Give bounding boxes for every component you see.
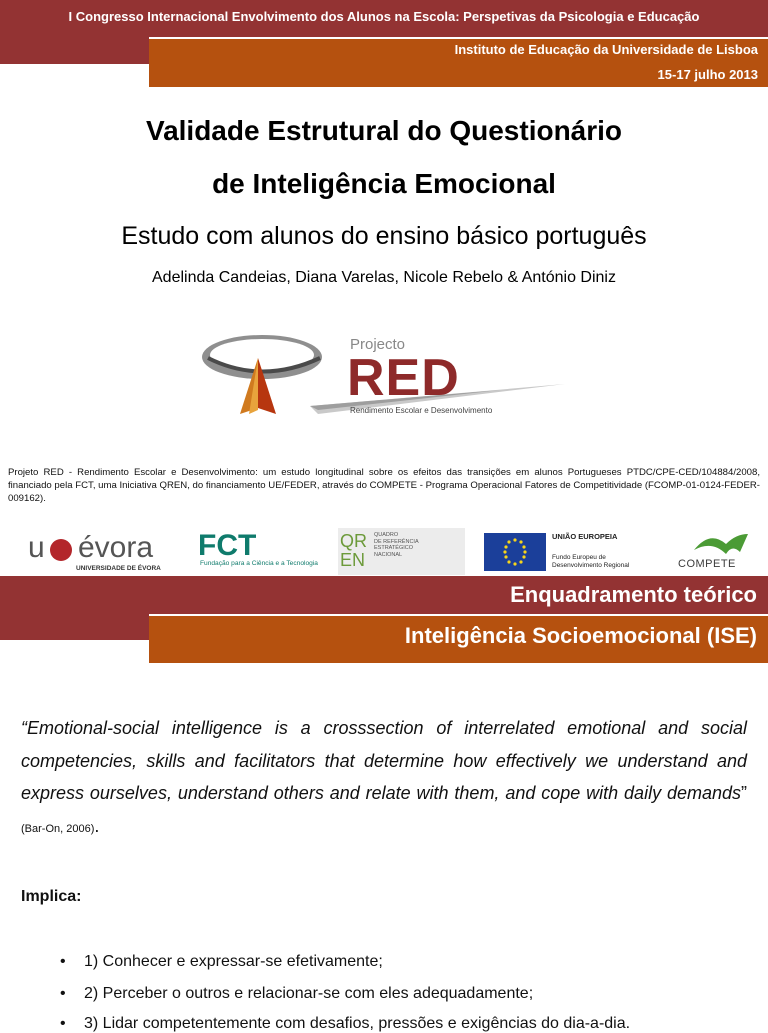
fct-name: FCT: [198, 529, 257, 562]
quote-text: “Emotional-social intelligence is a crosssection of interrelated emotional and social competencies, skills and facilitators that determine how effectively we understand and express ourselves, understand others and relate with them, and cope with daily demands: [21, 718, 747, 803]
conference-dates: 15-17 julho 2013: [657, 67, 758, 82]
authors: Adelinda Candeias, Diana Varelas, Nicole Rebelo & António Diniz: [152, 269, 616, 286]
uevora-crest-icon: [50, 539, 72, 561]
compete-name: COMPETE: [678, 558, 736, 570]
qren-logo: [338, 528, 465, 575]
uevora-logo: [28, 532, 180, 574]
compete-logo: [662, 530, 758, 574]
list-item-text: 2) Perceber o outros e relacionar-se com eles adequadamente;: [84, 985, 534, 1002]
quote-end: .: [94, 815, 100, 836]
qren-line1: QUADRO: [374, 532, 399, 538]
fct-caption: Fundação para a Ciência e a Tecnologia: [200, 560, 318, 567]
quote-citation: (Bar-On, 2006): [21, 822, 95, 835]
uevora-caption: UNIVERSIDADE DE ÉVORA: [76, 565, 161, 572]
section-left-band: [0, 614, 149, 640]
uevora-u: u: [28, 531, 45, 564]
page-title-line1: Validade Estrutural do Questionário: [145, 115, 623, 146]
project-name: RED: [347, 349, 460, 407]
eu-fund-line2: Desenvolvimento Regional: [552, 562, 630, 569]
list-item: • 3) Lidar competentemente com desafios, pressões e exigências do dia-a-dia.: [60, 1015, 631, 1032]
project-red-logo: [200, 330, 570, 425]
project-prefix: Projecto: [350, 336, 406, 353]
eu-logo: [484, 530, 648, 574]
header-left-band: [0, 37, 149, 64]
quote-close: ”: [741, 783, 747, 803]
qren-letters: QR EN: [340, 531, 367, 570]
project-tagline: Rendimento Escolar e Desenvolvimento: [350, 406, 493, 415]
conference-title: I Congresso Internacional Envolvimento dos Alunos na Escola: Perspetivas da Psicologia e Educação: [68, 9, 700, 24]
qren-line3: ESTRATÉGICO: [374, 545, 414, 551]
list-item: • 2) Perceber o outros e relacionar-se com eles adequadamente;: [60, 985, 534, 1002]
eu-title: UNIÃO EUROPEIA: [552, 532, 618, 541]
section-subheading: Inteligência Socioemocional (ISE): [404, 623, 757, 648]
funding-note: Projeto RED - Rendimento Escolar e Desenvolvimento: um estudo longitudinal sobre os efeitos das transições em alunos Portugueses PTDC/CPE-CED/104884/2008, financiado pela FCT, uma Iniciativa QREN, do financiamento UE/FEDER, através do COMPETE - Programa Operacional Fatores de Competitividade (FCOMP-01-0124-FEDER-009162).: [8, 467, 760, 504]
list-item: • 1) Conhecer e expressar-se efetivamente;: [60, 953, 383, 970]
page-subtitle: Estudo com alunos do ensino básico português: [121, 222, 647, 250]
compete-swoosh-icon: [692, 530, 750, 560]
bar-on-quote: [21, 712, 747, 845]
eu-fund-line1: Fundo Europeu de: [552, 554, 606, 561]
list-item-text: 3) Lidar competentemente com desafios, pressões e exigências do dia-a-dia.: [84, 1015, 631, 1032]
qren-line2: DE REFERÊNCIA: [374, 538, 419, 545]
qren-line4: NACIONAL: [374, 551, 403, 558]
uevora-name: évora: [78, 531, 154, 564]
section-heading: Enquadramento teórico: [510, 582, 757, 607]
fct-logo: [198, 530, 328, 574]
list-item-text: 1) Conhecer e expressar-se efetivamente;: [84, 953, 383, 970]
institute-name: Instituto de Educação da Universidade de Lisboa: [454, 42, 758, 57]
page-title-line2: de Inteligência Emocional: [212, 168, 556, 199]
implica-label: Implica:: [21, 888, 82, 905]
eu-flag-icon: [484, 533, 546, 571]
